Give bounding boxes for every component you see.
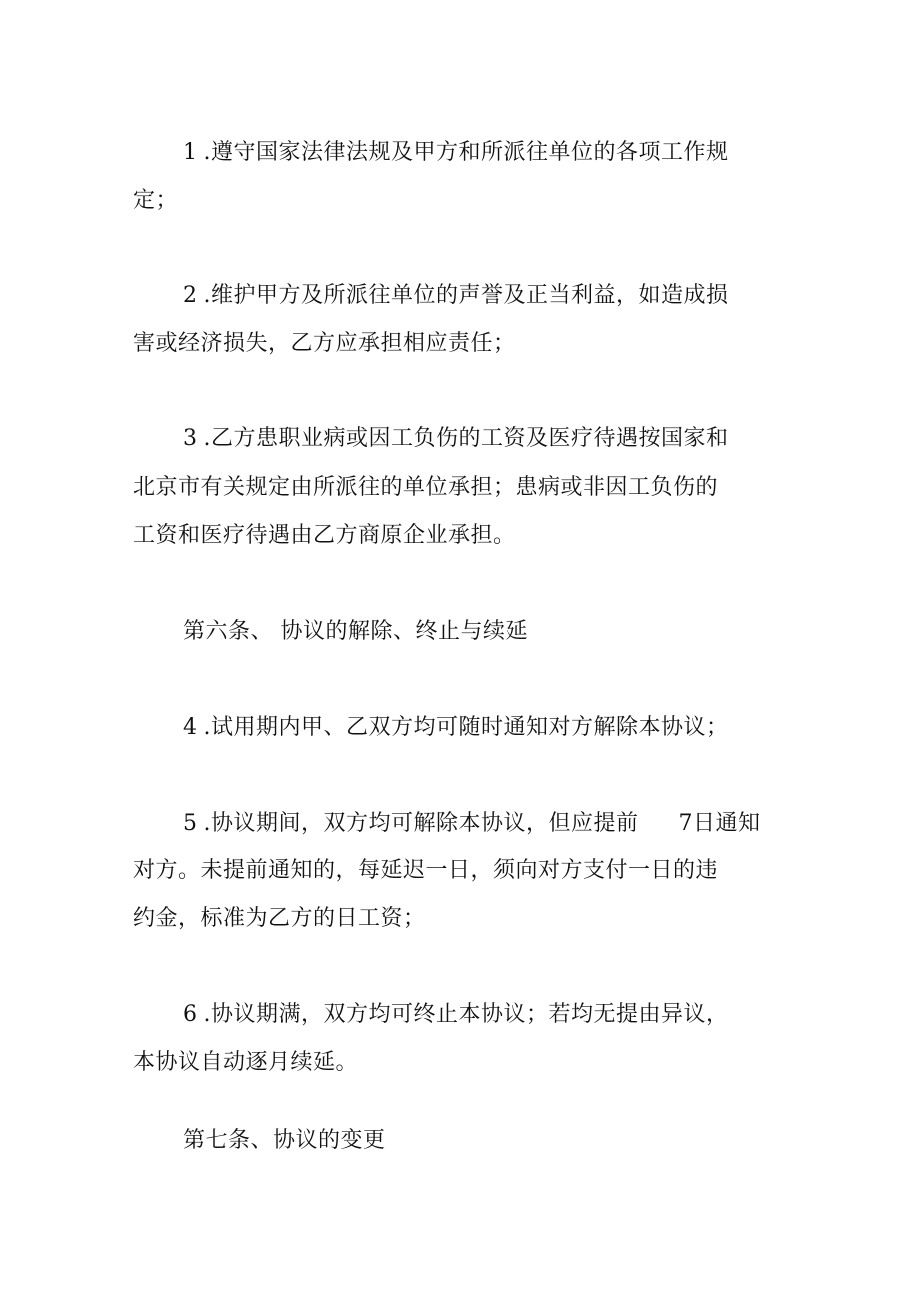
item-2-text: .维护甲方及所派往单位的声誉及正当利益，如造成损 [203,283,729,308]
item-6-line-1 [183,1000,729,1030]
item-2-line-2: 害或经济损失，乙方应承担相应责任； [133,331,516,356]
item-1-number: 1 [183,140,198,165]
item-3-line-1 [183,424,729,454]
item-5-number: 5 [183,811,198,836]
item-1-line-2: 定； [133,188,179,213]
item-2-line-1 [183,281,729,311]
item-5-line-1 [183,809,761,839]
item-6-line-2: 本协议自动逐月续延。 [133,1050,359,1075]
item-6-text: .协议期满，双方均可终止本协议；若均无提由异议， [203,1002,729,1027]
item-3-line-3: 工资和医疗待遇由乙方商原企业承担。 [133,523,516,548]
item-4-line-1 [183,713,729,743]
article-7-heading: 第七条、协议的变更 [183,1128,386,1153]
item-3-text: .乙方患职业病或因工负伤的工资及医疗待遇按国家和 [203,426,729,451]
item-5-text-a: .协议期间，双方均可解除本协议，但应提前 [203,811,639,836]
item-3-number: 3 [183,426,198,451]
item-2-number: 2 [183,283,198,308]
item-1-text: .遵守国家法律法规及甲方和所派往单位的各项工作规 [203,140,729,165]
item-4-number: 4 [183,715,198,740]
item-4-text: .试用期内甲、乙双方均可随时通知对方解除本协议； [203,715,729,740]
article-6-heading: 第六条、 协议的解除、终止与续延 [183,619,528,644]
item-1-line-1 [183,138,729,168]
item-3-line-2: 北京市有关规定由所派往的单位承担；患病或非因工负伤的 [133,475,719,500]
item-5-line-3: 约金，标准为乙方的日工资； [133,906,426,931]
item-5-line-2: 对方。未提前通知的，每延迟一日，须向对方支付一日的违 [133,858,719,883]
item-5-text-b: 7日通知 [678,811,761,836]
item-6-number: 6 [183,1002,198,1027]
